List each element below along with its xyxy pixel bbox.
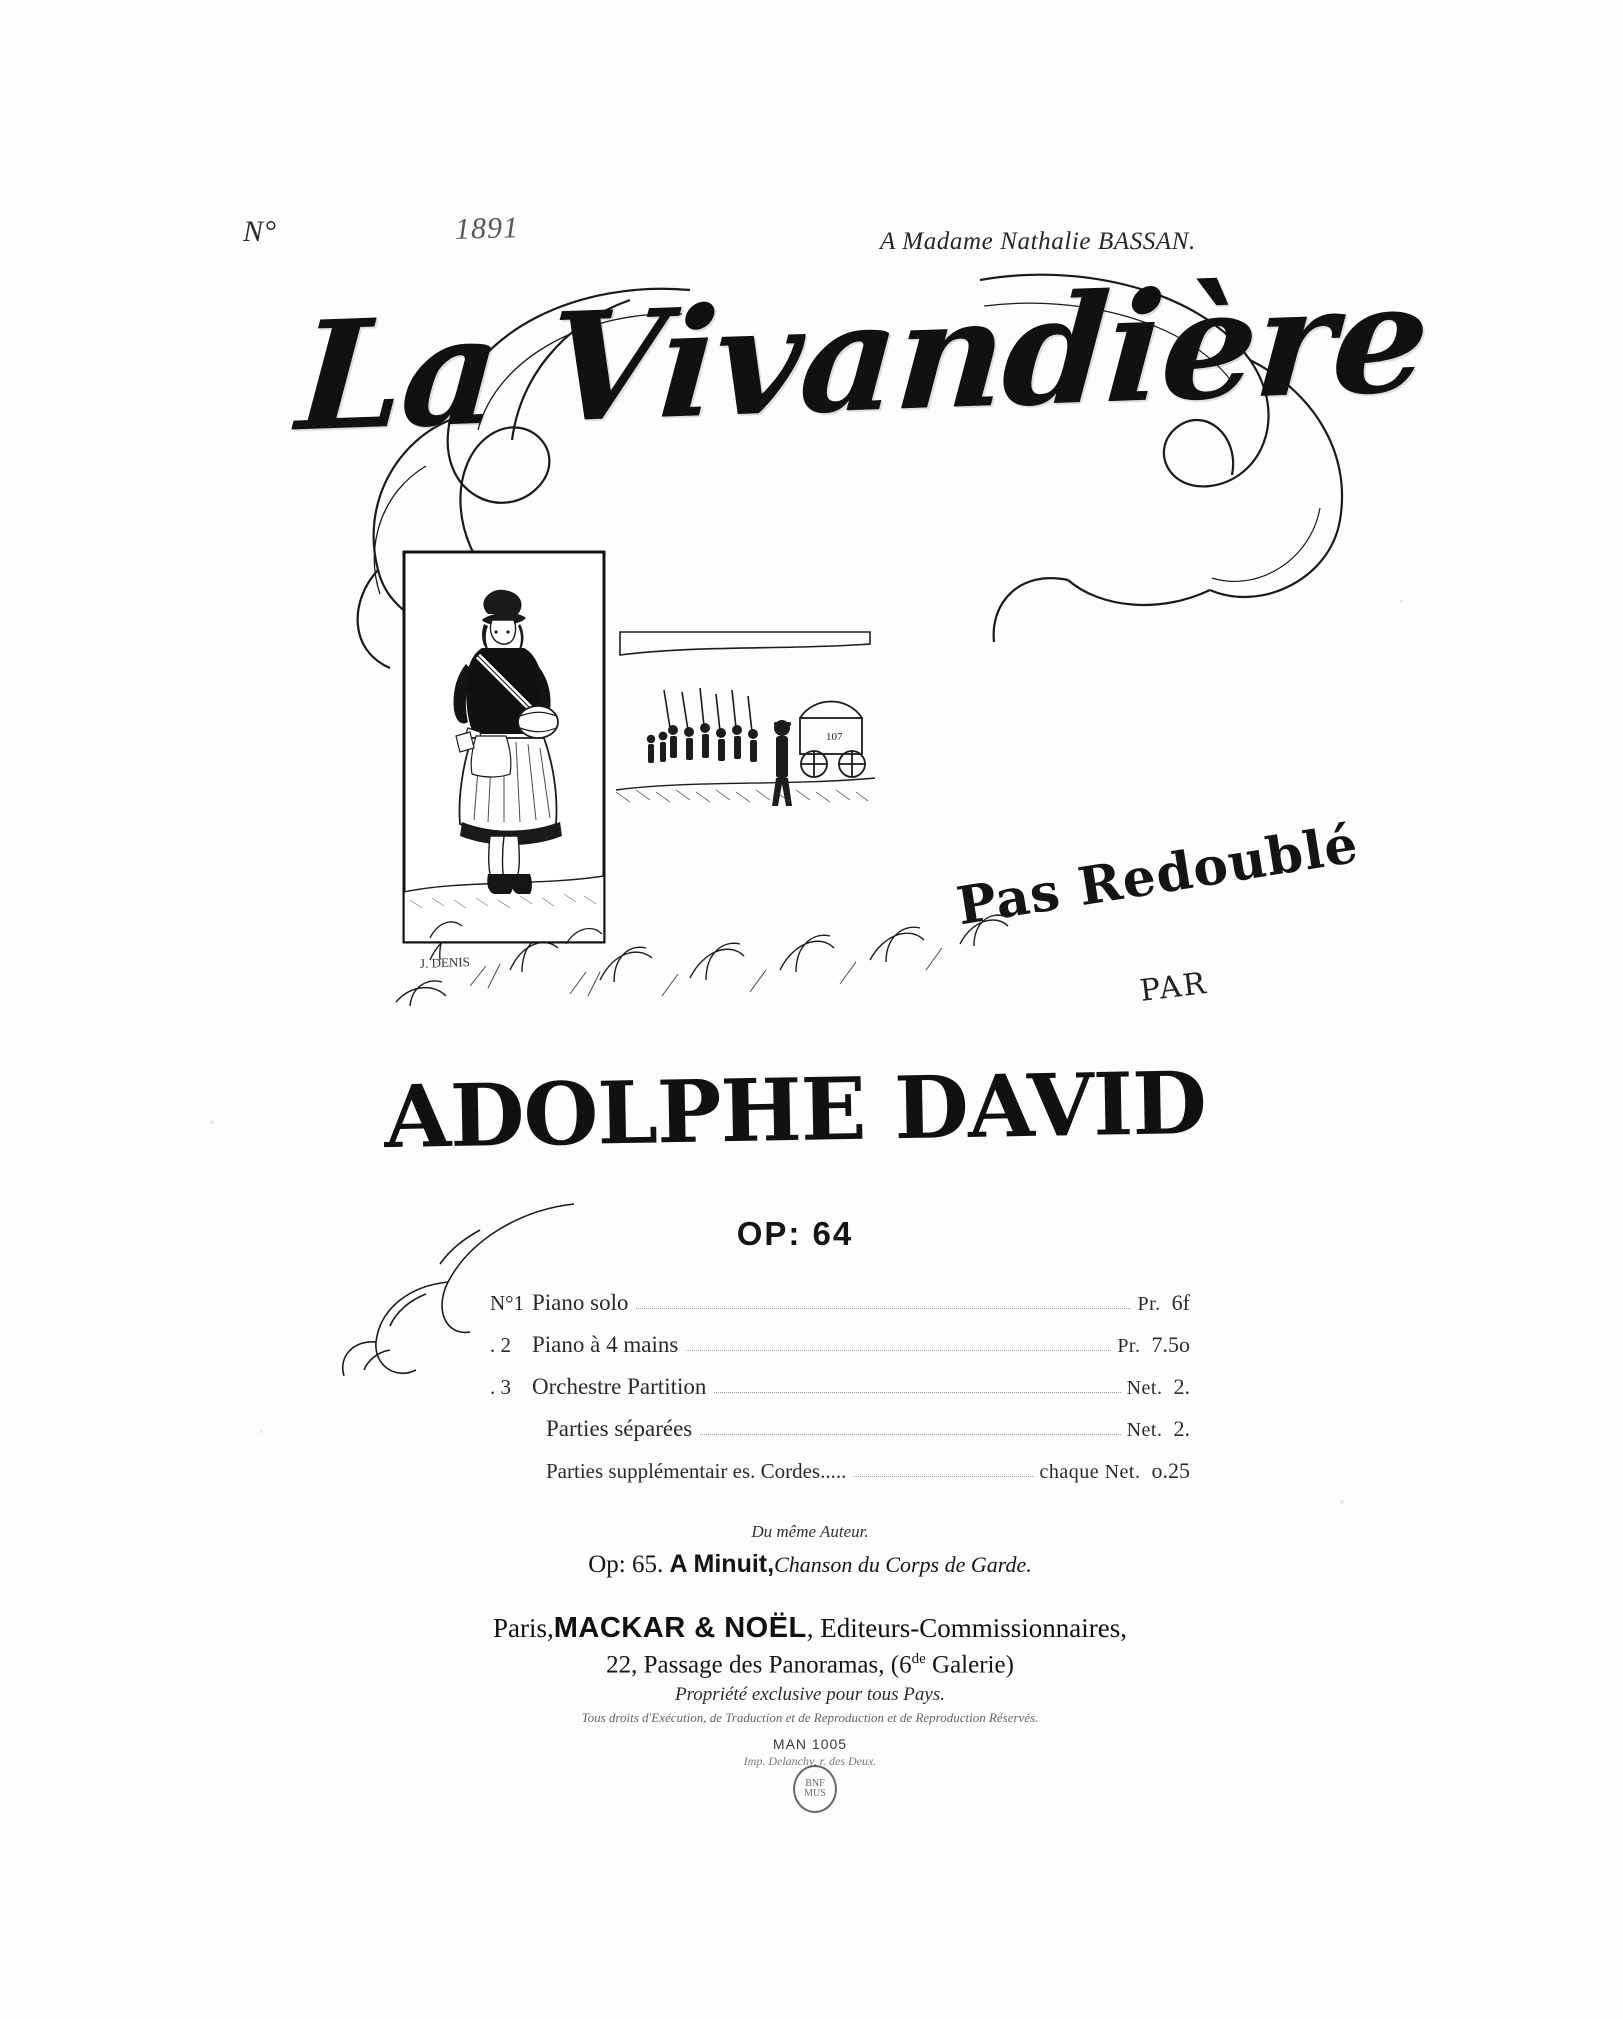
publisher-address [380, 1651, 1240, 1679]
publisher-line [380, 1612, 1240, 1645]
item-price [1127, 1374, 1190, 1400]
page-title: La Vivandière [292, 250, 1433, 466]
item-label: Parties séparées [546, 1416, 693, 1441]
publisher-city: Paris, [493, 1613, 554, 1643]
cover-illustration [370, 540, 1070, 1030]
publisher-role: , Editeurs-Commissionnaires, [806, 1613, 1127, 1643]
price-value: 6f [1171, 1290, 1190, 1315]
library-stamp: BNF MUS [793, 1765, 837, 1813]
subtitle: Pas Redoublé [952, 813, 1363, 938]
same-author-work [480, 1550, 1140, 1579]
same-author-description: Chanson du Corps de Garde. [774, 1552, 1032, 1577]
rights-notice: Propriété exclusive pour tous Pays. [675, 1684, 945, 1706]
same-author-heading: Du même Auteur. [751, 1522, 869, 1541]
illustrator-credit: J. DENIS [419, 954, 471, 971]
item-label: Parties supplémentair es. Cordes..... [546, 1459, 847, 1483]
list-item [490, 1416, 1190, 1442]
composer-name: ADOLPHE DAVID [383, 1052, 1207, 1169]
publisher-block [380, 1612, 1240, 1769]
catalog-number-label: N° [243, 215, 278, 248]
plate-number: 1891 [454, 211, 520, 246]
item-label: Orchestre Partition [532, 1374, 707, 1399]
engraver-imprint: Imp. Delanchy, r. des Deux. [743, 1754, 877, 1769]
opus-number: OP: 64 [736, 1215, 854, 1252]
item-price [1127, 1416, 1190, 1442]
leader-dots [700, 1422, 1120, 1435]
price-value: 2. [1173, 1416, 1190, 1441]
scan-speck [210, 1120, 214, 1124]
item-number: N°1 [490, 1291, 525, 1315]
list-item [490, 1332, 1190, 1358]
address-sup: de [911, 1651, 926, 1667]
item-label: Piano solo [532, 1290, 629, 1315]
price-value: o.25 [1151, 1458, 1190, 1483]
rights-fineprint: Tous droits d'Exécution, de Traduction et de Reproduction et de Reproduction Réservés. [581, 1710, 1039, 1726]
list-item [490, 1290, 1190, 1316]
leader-dots [854, 1464, 1033, 1477]
price-currency: Pr. [1117, 1335, 1141, 1357]
address-part2: Galerie) [925, 1651, 1014, 1679]
leader-dots [636, 1296, 1131, 1309]
item-label: Piano à 4 mains [532, 1332, 679, 1357]
price-value: 7.5o [1151, 1332, 1190, 1357]
price-currency: chaque Net. [1039, 1461, 1141, 1483]
same-author-opus: Op: 65. [588, 1551, 664, 1578]
price-currency: Net. [1126, 1377, 1163, 1399]
engraver-mark: MAN 1005 [772, 1736, 848, 1753]
scan-speck [260, 1430, 263, 1433]
price-value: 2. [1173, 1374, 1190, 1399]
address-part1: 22, Passage des Panoramas, (6 [606, 1651, 912, 1679]
item-price [1137, 1290, 1190, 1316]
scan-speck [1400, 600, 1403, 603]
leader-dots [714, 1380, 1120, 1393]
item-price [1117, 1332, 1190, 1358]
item-number: . 2 [490, 1333, 511, 1357]
scan-speck [1340, 1500, 1344, 1504]
by-word: PAR [1138, 966, 1210, 1009]
list-item [490, 1458, 1190, 1484]
publisher-name: MACKAR & NOËL [553, 1612, 807, 1644]
leader-dots [686, 1338, 1111, 1351]
price-currency: Pr. [1137, 1293, 1161, 1315]
item-price [1039, 1458, 1190, 1484]
contents-list [490, 1290, 1190, 1500]
price-currency: Net. [1126, 1419, 1163, 1441]
svg-text:107: 107 [826, 731, 843, 743]
same-author-title: A Minuit, [669, 1550, 775, 1578]
dedication-text: A Madame Nathalie BASSAN. [880, 228, 1196, 255]
list-item [490, 1374, 1190, 1400]
item-number: . 3 [490, 1375, 511, 1399]
